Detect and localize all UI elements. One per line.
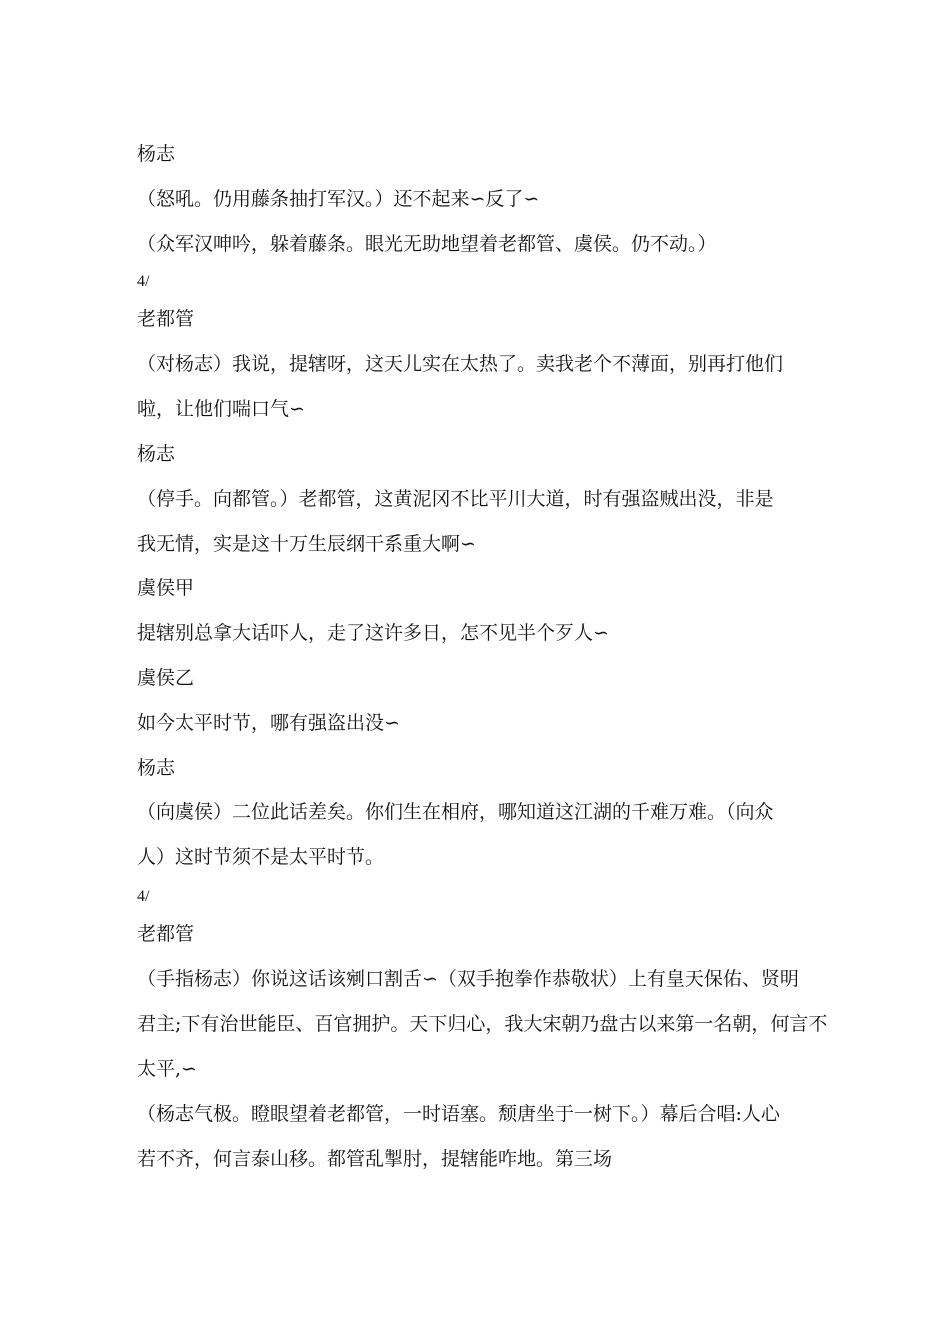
dialogue-line: （停手。向都管。）老都管，这黄泥冈不比平川大道，时有强盗贼出没，非是	[137, 488, 774, 510]
speaker-name: 虞侯甲	[137, 577, 195, 599]
dialogue-line: 如今太平时节，哪有强盗出没∽	[137, 712, 400, 734]
dialogue-line: 我无情，实是这十万生辰纲干系重大啊∽	[137, 533, 476, 555]
dialogue-line: 君主;下有治世能臣、百官拥护。天下归心，我大宋朝乃盘古以来第一名朝，何言不	[137, 1013, 828, 1035]
dialogue-line: （对杨志）我说，提辖呀，这天儿实在太热了。卖我老个不薄面，别再打他们	[137, 353, 784, 375]
page-number: 4/	[137, 273, 150, 290]
speaker-name: 老都管	[137, 308, 195, 330]
stage-line: 若不齐，何言泰山移。都管乱掣肘，提辖能咋地。第三场	[137, 1148, 613, 1170]
dialogue-line: （向虞侯）二位此话差矣。你们生在相府，哪知道这江湖的千难万难。（向众	[137, 801, 774, 823]
stage-line: （众军汉呻吟，躲着藤条。眼光无助地望着老都管、虞侯。仍不动。）	[137, 233, 717, 255]
dialogue-line: 人）这时节须不是太平时节。	[137, 846, 385, 868]
speaker-name: 杨志	[137, 443, 176, 465]
speaker-name: 杨志	[137, 757, 176, 779]
speaker-name: 虞侯乙	[137, 667, 195, 689]
dialogue-line: （手指杨志）你说这话该剜口割舌∽（双手抱拳作恭敬状）上有皇天保佑、贤明	[137, 968, 799, 990]
page-number: 4/	[137, 888, 150, 905]
dialogue-line: 啦，让他们喘口气∽	[137, 398, 305, 420]
speaker-name: 杨志	[137, 143, 176, 165]
dialogue-line: 太平,∽	[137, 1058, 197, 1080]
dialogue-line: 提辖别总拿大话吓人，走了这许多日，怎不见半个歹人∽	[137, 622, 609, 644]
stage-line: （杨志气极。瞪眼望着老都管，一时语塞。颓唐坐于一树下。）幕后合唱:人心	[137, 1103, 780, 1125]
speaker-name: 老都管	[137, 923, 195, 945]
stage-line: （怒吼。仍用藤条抽打军汉。）还不起来∽反了∽	[137, 188, 540, 210]
